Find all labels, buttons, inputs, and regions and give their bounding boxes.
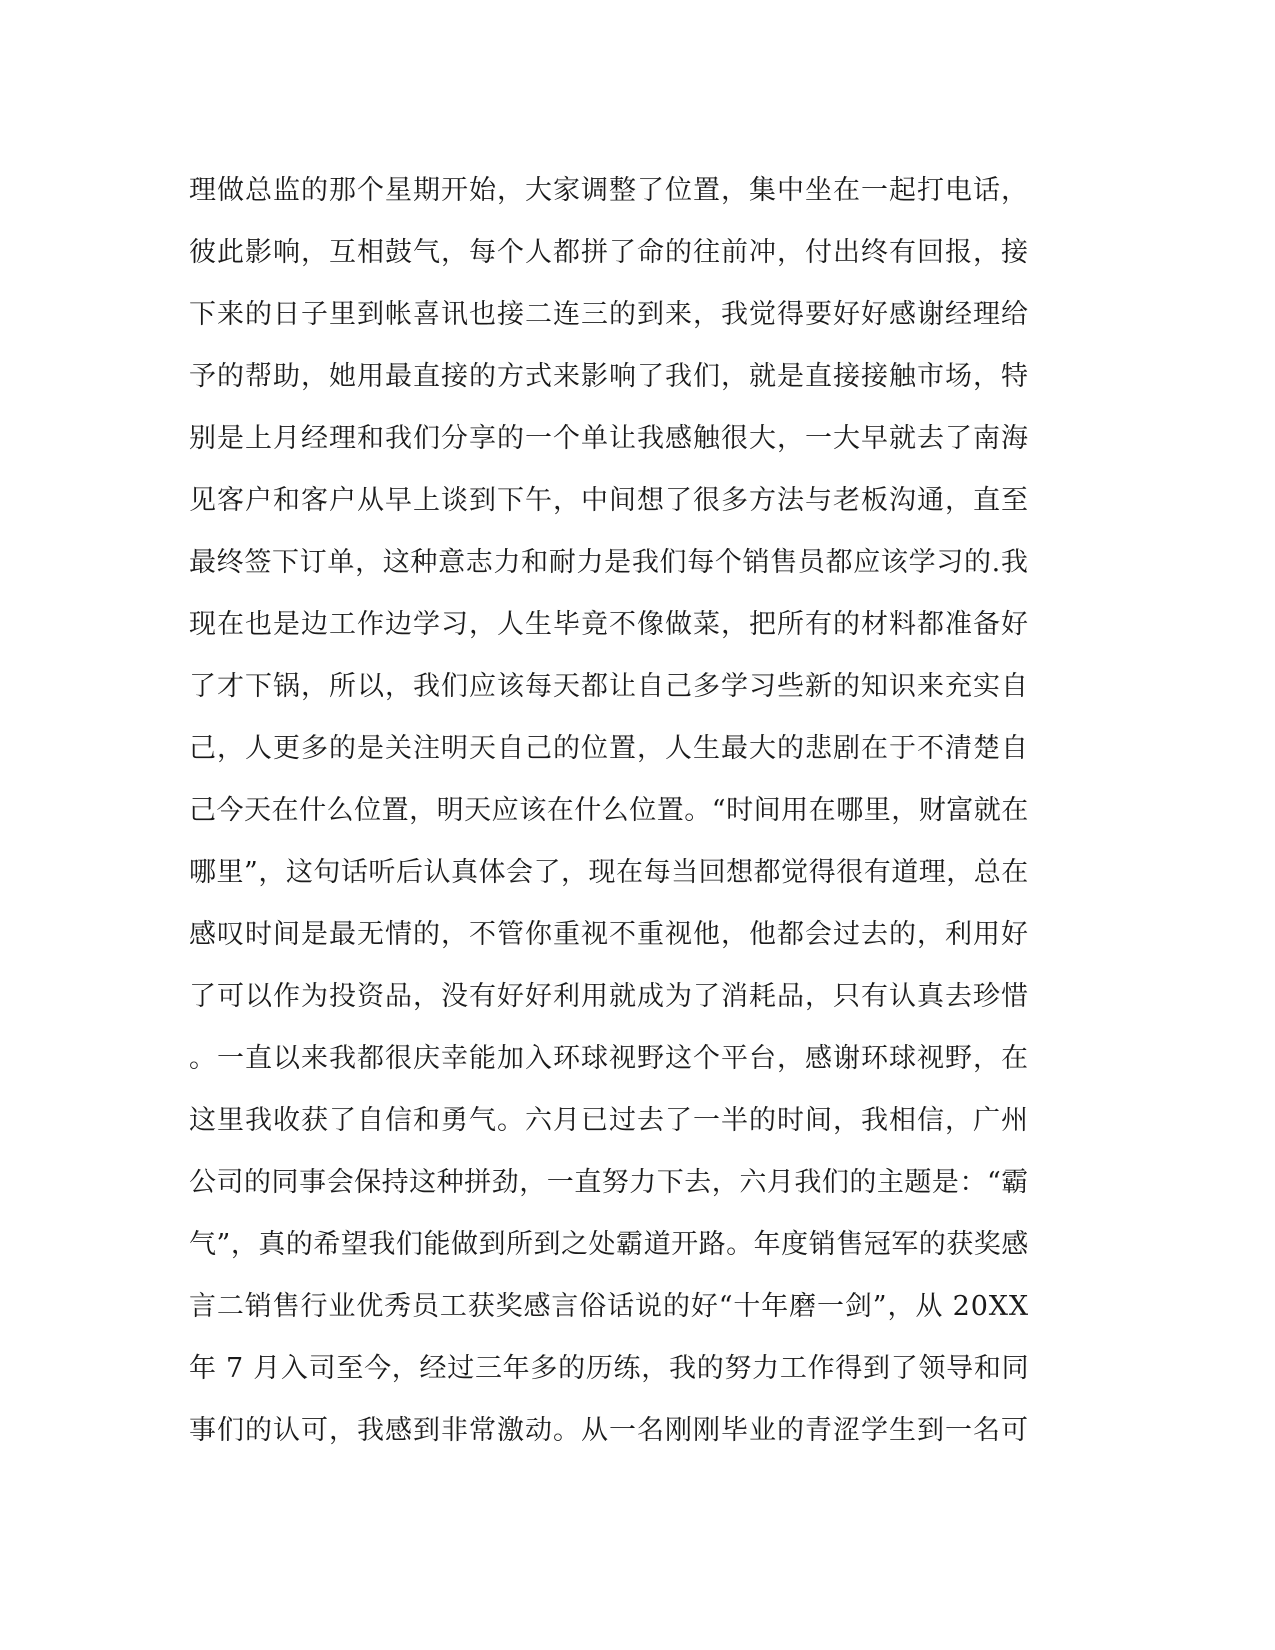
text-line: 别是上月经理和我们分享的一个单让我感触很大，一大早就去了南海 [189,423,1029,454]
text-line: 见客户和客户从早上谈到下午，中间想了很多方法与老板沟通，直至 [189,485,1029,516]
text-line: 公司的同事会保持这种拼劲，一直努力下去，六月我们的主题是：“霸 [189,1167,1029,1198]
text-line: 言二销售行业优秀员工获奖感言俗话说的好“十年磨一剑”，从 20XX [189,1291,1029,1322]
text-line: 理做总监的那个星期开始，大家调整了位置，集中坐在一起打电话， [189,175,1029,206]
body-text [189,160,1069,1462]
text-line: 年 7 月入司至今，经过三年多的历练，我的努力工作得到了领导和同 [189,1353,1030,1384]
text-line: 最终签下订单，这种意志力和耐力是我们每个销售员都应该学习的.我 [189,547,1029,578]
text-line: 了才下锅，所以，我们应该每天都让自己多学习些新的知识来充实自 [189,671,1029,702]
text-line: 予的帮助，她用最直接的方式来影响了我们，就是直接接触市场，特 [189,361,1029,392]
text-line: 哪里”，这句话听后认真体会了，现在每当回想都觉得很有道理，总在 [189,857,1029,888]
text-line: 这里我收获了自信和勇气。六月已过去了一半的时间，我相信，广州 [189,1105,1029,1136]
text-line: 己今天在什么位置，明天应该在什么位置。“时间用在哪里，财富就在 [189,795,1029,826]
text-line: 气”，真的希望我们能做到所到之处霸道开路。年度销售冠军的获奖感 [189,1229,1029,1260]
text-line: 下来的日子里到帐喜讯也接二连三的到来，我觉得要好好感谢经理给 [189,299,1029,330]
text-line: 感叹时间是最无情的，不管你重视不重视他，他都会过去的，利用好 [189,919,1029,950]
text-line: 己，人更多的是关注明天自己的位置，人生最大的悲剧在于不清楚自 [189,733,1029,764]
text-line: 事们的认可，我感到非常激动。从一名刚刚毕业的青涩学生到一名可 [189,1415,1029,1446]
text-line: 现在也是边工作边学习，人生毕竟不像做菜，把所有的材料都准备好 [189,609,1029,640]
text-line: 了可以作为投资品，没有好好利用就成为了消耗品，只有认真去珍惜 [189,981,1029,1012]
text-line: 彼此影响，互相鼓气，每个人都拼了命的往前冲，付出终有回报，接 [189,237,1029,268]
text-line: 。一直以来我都很庆幸能加入环球视野这个平台，感谢环球视野，在 [189,1043,1029,1074]
